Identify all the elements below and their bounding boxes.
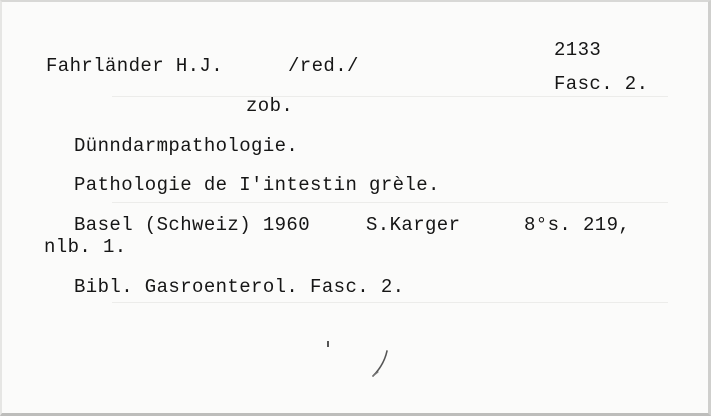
holding-note: zob. bbox=[246, 95, 294, 117]
series: Bibl. Gasroenterol. Fasc. 2. bbox=[74, 276, 405, 298]
format-pages: 8°s. 219, bbox=[524, 214, 631, 236]
pencil-scribble-icon bbox=[367, 348, 397, 380]
call-number: 2133 bbox=[554, 39, 602, 61]
illustrations: nlb. 1. bbox=[44, 236, 127, 258]
author: Fahrländer H.J. bbox=[46, 55, 224, 77]
ghost-line bbox=[112, 202, 668, 203]
imprint-place-year: Basel (Schweiz) 1960 bbox=[74, 214, 311, 236]
pencil-mark bbox=[327, 341, 329, 347]
editor-role: /red./ bbox=[288, 55, 359, 77]
title-german: Dünndarmpathologie. bbox=[74, 135, 299, 157]
ghost-line bbox=[112, 96, 668, 97]
fascicle-number: Fasc. 2. bbox=[554, 73, 649, 95]
publisher: S.Karger bbox=[366, 214, 461, 236]
title-french: Pathologie de I'intestin grèle. bbox=[74, 174, 440, 196]
ghost-line bbox=[112, 302, 668, 303]
